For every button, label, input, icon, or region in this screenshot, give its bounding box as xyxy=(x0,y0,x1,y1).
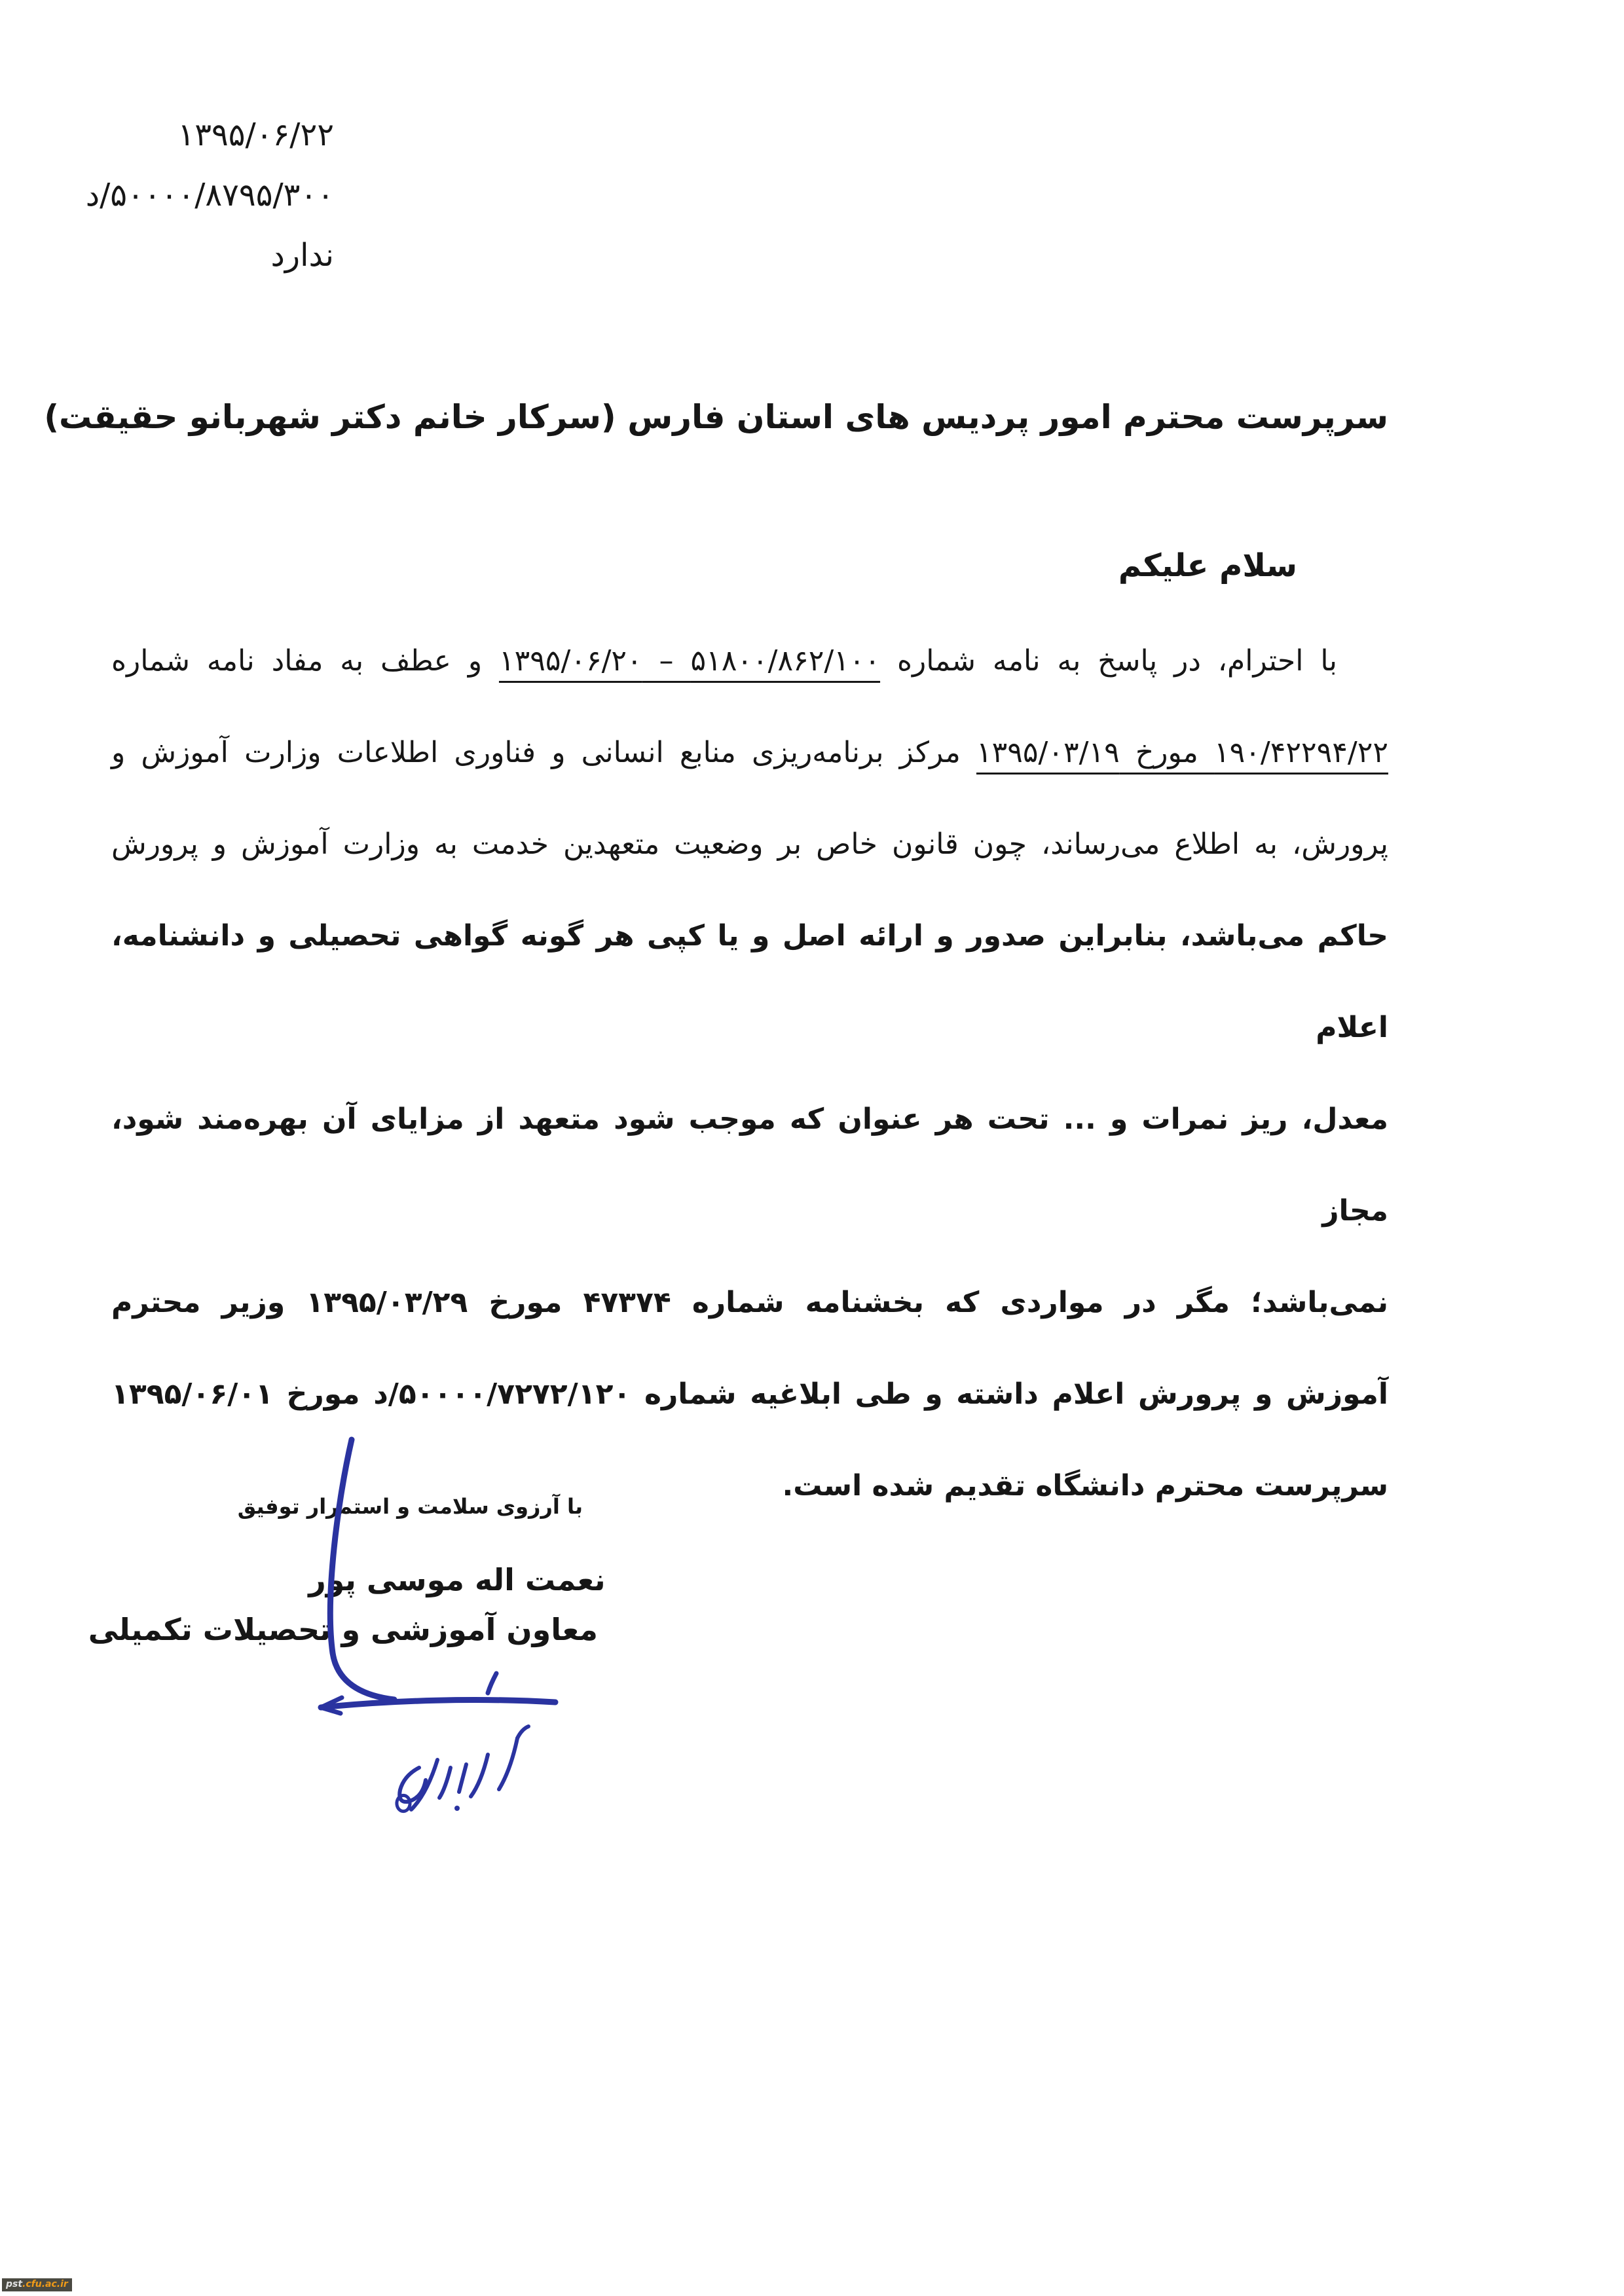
body-line-1 xyxy=(111,615,1388,707)
recipient-line: سرپرست محترم امور پردیس های استان فارس (سرکار خانم دکتر شهربانو حقیقت) xyxy=(44,398,1388,436)
text-segment: مرکز برنامه‌ریزی منابع انسانی و فناوری اطلاعات وزارت آموزش و xyxy=(111,736,976,769)
body-line-6 xyxy=(111,1257,1388,1349)
text-segment: آموزش و پرورش اعلام داشته و طی ابلاغیه شماره ۵۰۰۰۰/۷۲۷۲/۱۲۰/د مورخ ۱۳۹۵/۰۶/۰۱ xyxy=(111,1377,1388,1411)
body-line-4 xyxy=(111,890,1388,1074)
body-line-2 xyxy=(111,707,1388,799)
letter-date: ۱۳۹۵/۰۶/۲۲ xyxy=(177,117,334,153)
text-segment: معدل، ریز نمرات و ... تحت هر عنوان که موجب شود متعهد از مزایای آن بهره‌مند شود، مجاز xyxy=(111,1102,1388,1228)
text-segment: و عطف به مفاد نامه شماره xyxy=(111,644,499,678)
signer-title: معاون آموزشی و تحصیلات تکمیلی xyxy=(88,1612,598,1647)
body-line-3 xyxy=(111,799,1388,890)
text-segment: با احترام، در پاسخ به نامه شماره xyxy=(880,644,1337,678)
text-segment: حاکم می‌باشد، بنابراین صدور و ارائه اصل و یا کپی هر گونه گواهی تحصیلی و دانشنامه، اعلام xyxy=(111,919,1388,1044)
letter-body xyxy=(111,615,1388,1532)
letterhead-meta xyxy=(86,105,334,285)
site-watermark xyxy=(2,2278,72,2291)
letter-number: ۵۰۰۰۰/۸۷۹۵/۳۰۰/د xyxy=(85,177,334,213)
underlined-reference: ۱۹۰/۴۲۲۹۴/۲۲ مورخ ۱۳۹۵/۰۳/۱۹ xyxy=(976,736,1389,769)
closing-phrase: با آرزوی سلامت و استمرار توفیق xyxy=(237,1494,583,1519)
watermark-suffix: .cfu.ac.ir xyxy=(22,2279,68,2289)
text-segment: نمی‌باشد؛ مگر در مواردی که بخشنامه شماره ۴۷۳۷۴ مورخ ۱۳۹۵/۰۳/۲۹ وزیر محترم xyxy=(111,1286,1389,1319)
salutation: سلام علیکم xyxy=(1118,547,1297,584)
text-segment: پرورش، به اطلاع می‌رساند، چون قانون خاص بر وضعیت متعهدین خدمت به وزارت آموزش و پرورش xyxy=(111,828,1388,861)
body-line-5 xyxy=(111,1074,1388,1257)
underlined-reference: ۵۱۸۰۰/۸۶۲/۱۰۰ – ۱۳۹۵/۰۶/۲۰ xyxy=(498,644,881,678)
watermark-prefix: pst xyxy=(6,2279,23,2289)
letter-attachment: ندارد xyxy=(270,237,334,274)
text-segment: سرپرست محترم دانشگاه تقدیم شده است. xyxy=(782,1469,1388,1503)
signer-name: نعمت اله موسی پور xyxy=(308,1562,606,1597)
signature-ink xyxy=(282,1421,707,1846)
